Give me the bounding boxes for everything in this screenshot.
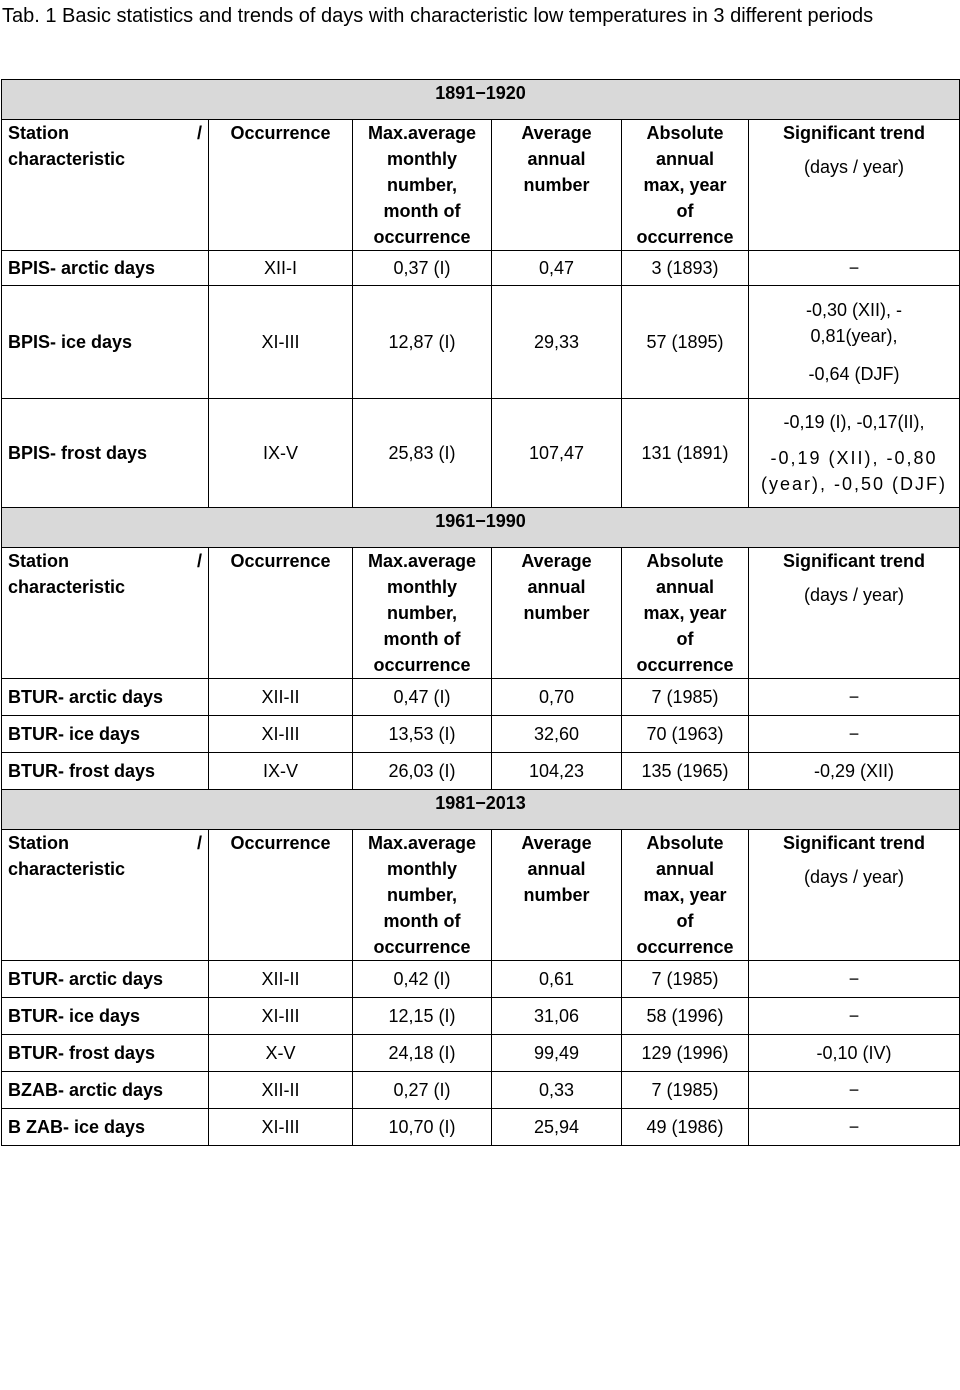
table-row [2,399,960,508]
header-characteristic-word: characteristic [8,859,126,879]
cell-absolute-max: 49 (1986) [622,1109,749,1146]
header-text-line: occurrence [373,227,471,247]
header-max-average [353,830,492,961]
header-station-characteristic [2,120,209,251]
cell-max-average: 0,27 (I) [353,1072,492,1109]
header-text-line: occurrence [636,937,734,957]
header-trend-title: Significant trend [783,833,926,853]
table-row [2,1035,960,1072]
table-row [2,251,960,286]
cell-occurrence: X-V [209,1035,353,1072]
header-average-annual [492,120,622,251]
trend-line: − [848,258,860,278]
cell-occurrence: XI-III [209,716,353,753]
header-text-line: Max.average [367,833,477,853]
trend-line: -0,29 (XII) [813,761,895,781]
cell-average-annual: 25,94 [492,1109,622,1146]
header-text-line: monthly [387,149,457,169]
cell-station: BTUR- ice days [2,716,209,753]
trend-line: -0,19 (I), -0,17(II), [783,412,925,432]
cell-absolute-max: 7 (1985) [622,1072,749,1109]
cell-occurrence: XI-III [209,286,353,399]
header-text-line: month of [383,629,461,649]
cell-station: BTUR- ice days [2,998,209,1035]
cell-absolute-max: 57 (1895) [622,286,749,399]
cell-station: BTUR- arctic days [2,679,209,716]
cell-occurrence: XI-III [209,998,353,1035]
cell-occurrence: XII-II [209,961,353,998]
period-label: 1981−2013 [2,790,960,830]
cell-station: BZAB- arctic days [2,1072,209,1109]
cell-trend [749,998,960,1035]
header-trend-unit: (days / year) [803,867,905,887]
cell-max-average: 0,37 (I) [353,251,492,286]
cell-max-average: 26,03 (I) [353,753,492,790]
header-station-characteristic [2,830,209,961]
cell-average-annual: 32,60 [492,716,622,753]
cell-occurrence: IX-V [209,399,353,508]
header-text-line: number [523,885,590,905]
cell-absolute-max: 135 (1965) [622,753,749,790]
header-significant-trend [749,120,960,251]
cell-average-annual: 107,47 [492,399,622,508]
cell-trend [749,679,960,716]
trend-line: − [848,724,860,744]
cell-average-annual: 0,33 [492,1072,622,1109]
trend-line: − [848,969,860,989]
header-characteristic-word: characteristic [8,149,126,169]
header-absolute-max [622,548,749,679]
header-text-line: monthly [387,859,457,879]
header-text-line: max, year [643,885,727,905]
header-text-line: monthly [387,577,457,597]
table-row [2,286,960,399]
cell-trend [749,1072,960,1109]
cell-max-average: 24,18 (I) [353,1035,492,1072]
cell-absolute-max: 3 (1893) [622,251,749,286]
table-row [2,998,960,1035]
cell-trend [749,286,960,399]
cell-absolute-max: 7 (1985) [622,679,749,716]
cell-occurrence: XII-II [209,679,353,716]
trend-line: -0,30 (XII), - [805,300,903,320]
header-occurrence: Occurrence [209,548,353,679]
header-characteristic-word: characteristic [8,577,126,597]
header-text-line: Max.average [367,551,477,571]
header-text-line: occurrence [636,655,734,675]
header-text-line: occurrence [373,655,471,675]
cell-absolute-max: 131 (1891) [622,399,749,508]
cell-station: BTUR- arctic days [2,961,209,998]
header-occurrence: Occurrence [209,120,353,251]
header-text-line: annual [655,577,714,597]
trend-line: − [848,1117,860,1137]
cell-average-annual: 0,70 [492,679,622,716]
header-max-average [353,548,492,679]
header-station-word: Station [8,551,69,571]
header-text-line: number, [386,885,457,905]
header-average-annual [492,548,622,679]
header-text-line: Absolute [646,551,724,571]
header-trend-title: Significant trend [783,551,926,571]
table-caption: Tab. 1 Basic statistics and trends of days with characteristic low temperatures in 3 different periods [2,5,874,27]
cell-trend [749,251,960,286]
header-trend-unit: (days / year) [803,157,905,177]
cell-station: BPIS- arctic days [2,251,209,286]
cell-trend [749,1035,960,1072]
header-slash: / [196,123,202,143]
period-header-row [2,790,960,830]
cell-trend [749,753,960,790]
header-station-characteristic [2,548,209,679]
cell-trend [749,399,960,508]
cell-station: BTUR- frost days [2,753,209,790]
cell-max-average: 25,83 (I) [353,399,492,508]
cell-max-average: 13,53 (I) [353,716,492,753]
cell-max-average: 0,47 (I) [353,679,492,716]
header-average-annual [492,830,622,961]
table-row [2,961,960,998]
header-text-line: number [523,603,590,623]
header-text-line: annual [527,859,586,879]
cell-average-annual: 29,33 [492,286,622,399]
header-station-word: Station [8,123,69,143]
cell-average-annual: 31,06 [492,998,622,1035]
cell-occurrence: IX-V [209,753,353,790]
header-text-line: of [676,629,694,649]
column-header-row [2,830,960,961]
column-header-row [2,120,960,251]
cell-station: BTUR- frost days [2,1035,209,1072]
cell-station: BPIS- ice days [2,286,209,399]
cell-occurrence: XI-III [209,1109,353,1146]
period-header-row [2,80,960,120]
header-text-line: Average [521,123,592,143]
header-text-line: annual [527,149,586,169]
header-text-line: occurrence [636,227,734,247]
header-trend-unit: (days / year) [803,585,905,605]
trend-line: 0,81(year), [810,326,898,346]
cell-average-annual: 104,23 [492,753,622,790]
cell-max-average: 12,87 (I) [353,286,492,399]
header-text-line: Average [521,833,592,853]
period-header-row [2,508,960,548]
cell-trend [749,961,960,998]
table-row [2,1109,960,1146]
header-slash: / [196,551,202,571]
header-text-line: max, year [643,175,727,195]
cell-absolute-max: 7 (1985) [622,961,749,998]
header-text-line: number, [386,175,457,195]
header-max-average [353,120,492,251]
header-significant-trend [749,548,960,679]
trend-line: − [848,1006,860,1026]
trend-line: -0,10 (IV) [816,1043,892,1063]
cell-average-annual: 0,47 [492,251,622,286]
cell-absolute-max: 70 (1963) [622,716,749,753]
table-row [2,1072,960,1109]
trend-line: − [848,1080,860,1100]
header-text-line: number [523,175,590,195]
period-label: 1961−1990 [2,508,960,548]
column-header-row [2,548,960,679]
cell-occurrence: XII-I [209,251,353,286]
cell-average-annual: 99,49 [492,1035,622,1072]
header-text-line: of [676,911,694,931]
header-text-line: Absolute [646,123,724,143]
cell-trend [749,1109,960,1146]
header-text-line: annual [655,149,714,169]
trend-line: -0,64 (DJF) [808,364,900,384]
cell-absolute-max: 58 (1996) [622,998,749,1035]
header-occurrence: Occurrence [209,830,353,961]
header-text-line: max, year [643,603,727,623]
header-absolute-max [622,120,749,251]
table-row [2,753,960,790]
header-station-word: Station [8,833,69,853]
header-text-line: month of [383,911,461,931]
statistics-table [1,79,960,1146]
header-slash: / [196,833,202,853]
header-text-line: Average [521,551,592,571]
header-text-line: number, [386,603,457,623]
header-text-line: annual [655,859,714,879]
trend-line: -0,19 (XII), -0,80 [770,448,938,468]
header-text-line: of [676,201,694,221]
table-row [2,716,960,753]
cell-average-annual: 0,61 [492,961,622,998]
header-text-line: annual [527,577,586,597]
header-text-line: month of [383,201,461,221]
trend-line: − [848,687,860,707]
cell-station: B ZAB- ice days [2,1109,209,1146]
cell-max-average: 0,42 (I) [353,961,492,998]
cell-max-average: 10,70 (I) [353,1109,492,1146]
period-label: 1891−1920 [2,80,960,120]
trend-line: (year), -0,50 (DJF) [760,474,948,494]
table-row [2,679,960,716]
header-text-line: Max.average [367,123,477,143]
cell-absolute-max: 129 (1996) [622,1035,749,1072]
header-text-line: occurrence [373,937,471,957]
cell-max-average: 12,15 (I) [353,998,492,1035]
header-trend-title: Significant trend [783,123,926,143]
header-significant-trend [749,830,960,961]
cell-occurrence: XII-II [209,1072,353,1109]
table-body [2,80,960,1146]
cell-station: BPIS- frost days [2,399,209,508]
header-absolute-max [622,830,749,961]
header-text-line: Absolute [646,833,724,853]
cell-trend [749,716,960,753]
